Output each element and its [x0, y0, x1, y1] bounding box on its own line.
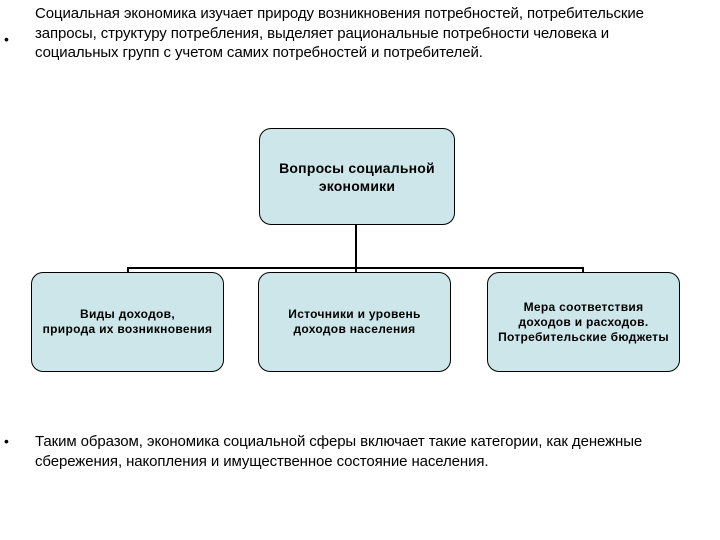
child-node-income-types — [31, 272, 224, 372]
child-node-line: доходов и расходов. — [518, 314, 649, 329]
bullet-marker: • — [4, 31, 9, 47]
root-node-social-economy-questions — [259, 128, 455, 225]
child-node-line: Источники и уровень — [288, 307, 421, 321]
bullet-marker: • — [4, 433, 9, 449]
root-node-line: Вопросы социальной — [279, 159, 435, 176]
child-node-line: доходов населения — [293, 322, 416, 336]
child-node-income-sources — [258, 272, 451, 372]
root-node-line: экономики — [318, 177, 396, 194]
intro-paragraph: Социальная экономика изучает природу возникновения потребностей, потребительские запросы, структуру потребления, выделяет рациональные потребности человека и социальных групп с учетом самих потребностей и потребителей. — [35, 5, 644, 61]
child-node-line: природа их возникновения — [42, 322, 213, 336]
conclusion-paragraph: Таким образом, экономика социальной сферы включает такие категории, как денежные сбережения, накопления и имущественное состояние населения. — [35, 433, 643, 470]
child-node-line: Потребительские бюджеты — [498, 329, 669, 344]
connector-root-vertical — [355, 225, 357, 268]
child-node-line: Мера соответствия — [523, 299, 644, 314]
child-node-consumer-budgets — [487, 272, 680, 372]
child-node-line: Виды доходов, — [79, 307, 175, 321]
